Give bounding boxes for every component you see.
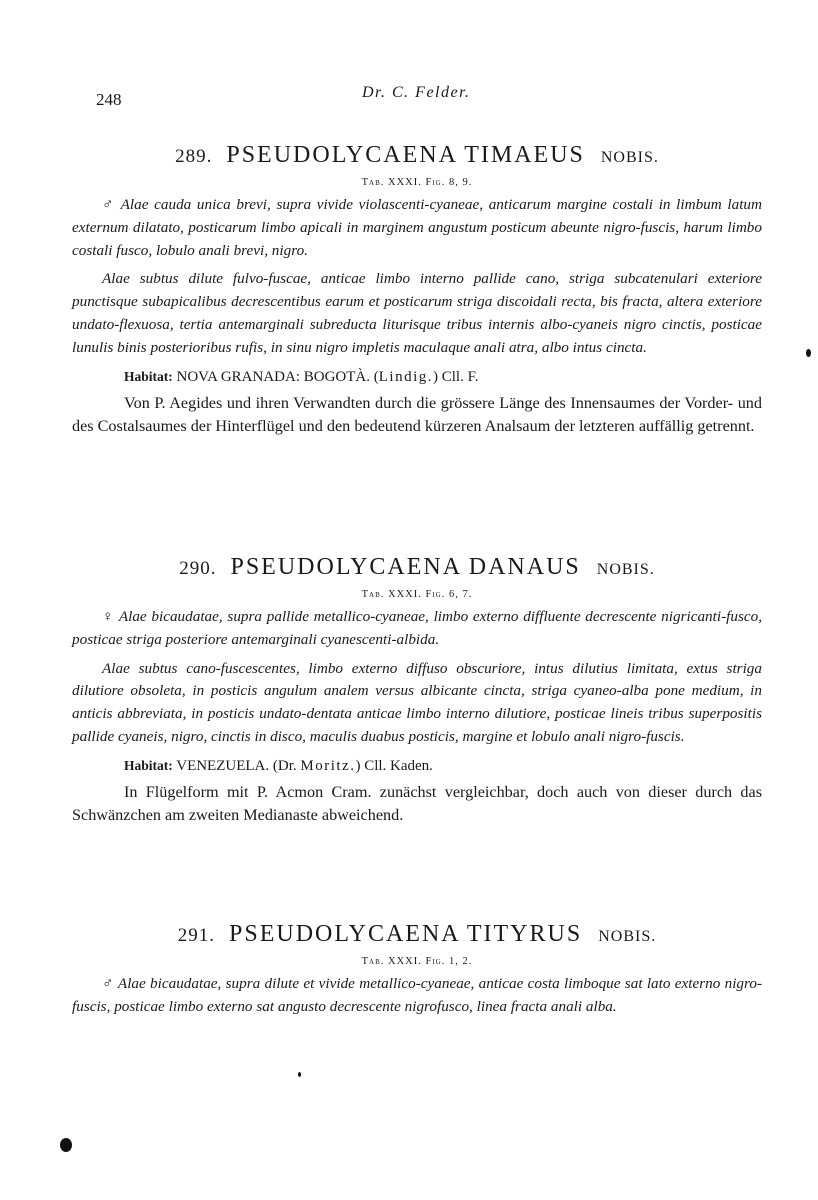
plate-reference: Tab. XXXI. Fig. 1, 2. <box>361 956 473 967</box>
scan-speck <box>298 1072 301 1077</box>
species-name: PSEUDOLYCAENA DANAUS <box>230 554 581 580</box>
plate-reference: Tab. XXXI. Fig. 6, 7. <box>361 589 473 600</box>
latin-description-underside: Alae subtus dilute fulvo-fuscae, anticae limbo interno pallide cano, striga subcatenulari exteriore punctisque subapicalibus decrescentibus earum et posticarum striga discoidali recta, bis fracta, altera exteriore undato-flexuosa, tertia antemarginali subreducta liturisque tribus internis albo-cyaneis nigro cinctis, posticae lunulis binis posterioribus rufis, in sinu nigro impletis maculaque anali atra, albo intus cincta. <box>72 270 762 356</box>
species-entry-290 <box>72 554 762 827</box>
habitat-collection: ) Cll. Kaden. <box>355 757 433 774</box>
scan-speck <box>60 1138 72 1152</box>
running-head: Dr. C. Felder. <box>362 84 471 101</box>
habitat-label: Habitat: <box>124 368 173 384</box>
species-heading <box>72 554 762 581</box>
habitat-locality: NOVA GRANADA: BOGOTÀ. ( <box>176 368 379 385</box>
latin-description-upperside: ♂ Alae bicaudatae, supra dilute et vivide metallico-cyaneae, anticae costa limboque sat lato externo nigro-fuscis, posticae limbo externo sat angusto decrescente nigrofusco, linea fracta anali alba. <box>72 975 762 1015</box>
latin-description-underside: Alae subtus cano-fuscescentes, limbo externo diffuso obscuriore, intus dilutius limitata, extus striga dilutiore obsoleta, in posticis angulum analem versus albicante cincta, striga cyaneo-alba pone medium, in anticis abbreviata, in posticis undato-dentata anticae limbo interno dilutiore, posticae lineis tribus superpositis pallide cyaneis, nigro, cinctis in disco, maculis duabus posticis, margine et lobulo anali nigro-fuscis. <box>72 659 762 745</box>
species-heading <box>72 921 762 948</box>
habitat-locality: VENEZUELA. (Dr. <box>176 757 301 774</box>
latin-description-upperside: ♂ Alae cauda unica brevi, supra vivide violascenti-cyaneae, anticarum margine costali in limbum latum externum dilatato, posticarum limbo apicali in marginem angustum posticum abeunte nigro-fuscis, harum limbo costali fusco, lobulo anali brevi, nigro. <box>72 196 762 259</box>
species-name: PSEUDOLYCAENA TITYRUS <box>229 921 583 947</box>
species-number: 289. <box>175 146 213 167</box>
habitat-line <box>72 755 762 777</box>
habitat-collector: Lindig. <box>378 368 433 385</box>
scan-speck <box>806 349 811 357</box>
species-heading <box>72 142 762 169</box>
species-author: NOBIS. <box>596 561 655 578</box>
habitat-label: Habitat: <box>124 757 173 773</box>
habitat-collector: Moritz. <box>300 757 356 774</box>
habitat-collection: ) Cll. F. <box>432 368 479 385</box>
species-entry-289 <box>72 142 762 438</box>
species-number: 291. <box>177 925 216 946</box>
species-number: 290. <box>179 558 217 579</box>
habitat-line <box>72 366 762 388</box>
species-name: PSEUDOLYCAENA TIMAEUS <box>226 142 585 168</box>
latin-description-upperside: ♀ Alae bicaudatae, supra pallide metallico-cyaneae, limbo externo diffluente decrescente nigricanti-fusco, posticae striga posteriore antemarginali cyanescenti-albida. <box>72 608 762 648</box>
species-entry-291 <box>72 921 762 1019</box>
page-number: 248 <box>96 90 122 109</box>
species-author: NOBIS. <box>600 149 659 166</box>
species-author: NOBIS. <box>598 928 657 945</box>
plate-reference: Tab. XXXI. Fig. 8, 9. <box>361 177 473 188</box>
german-remark: Von P. Aegides und ihren Verwandten durch die grössere Länge des Innensaumes der Vorder- und des Costalsaumes der Hinterflügel und den bedeutend kürzeren Analsaum der letzteren auffällig getrennt. <box>72 393 762 435</box>
page-header <box>92 82 772 112</box>
german-remark: In Flügelform mit P. Acmon Cram. zunächst vergleichbar, doch auch von dieser durch das Schwänzchen am zweiten Medianaste abweichend. <box>72 782 762 824</box>
